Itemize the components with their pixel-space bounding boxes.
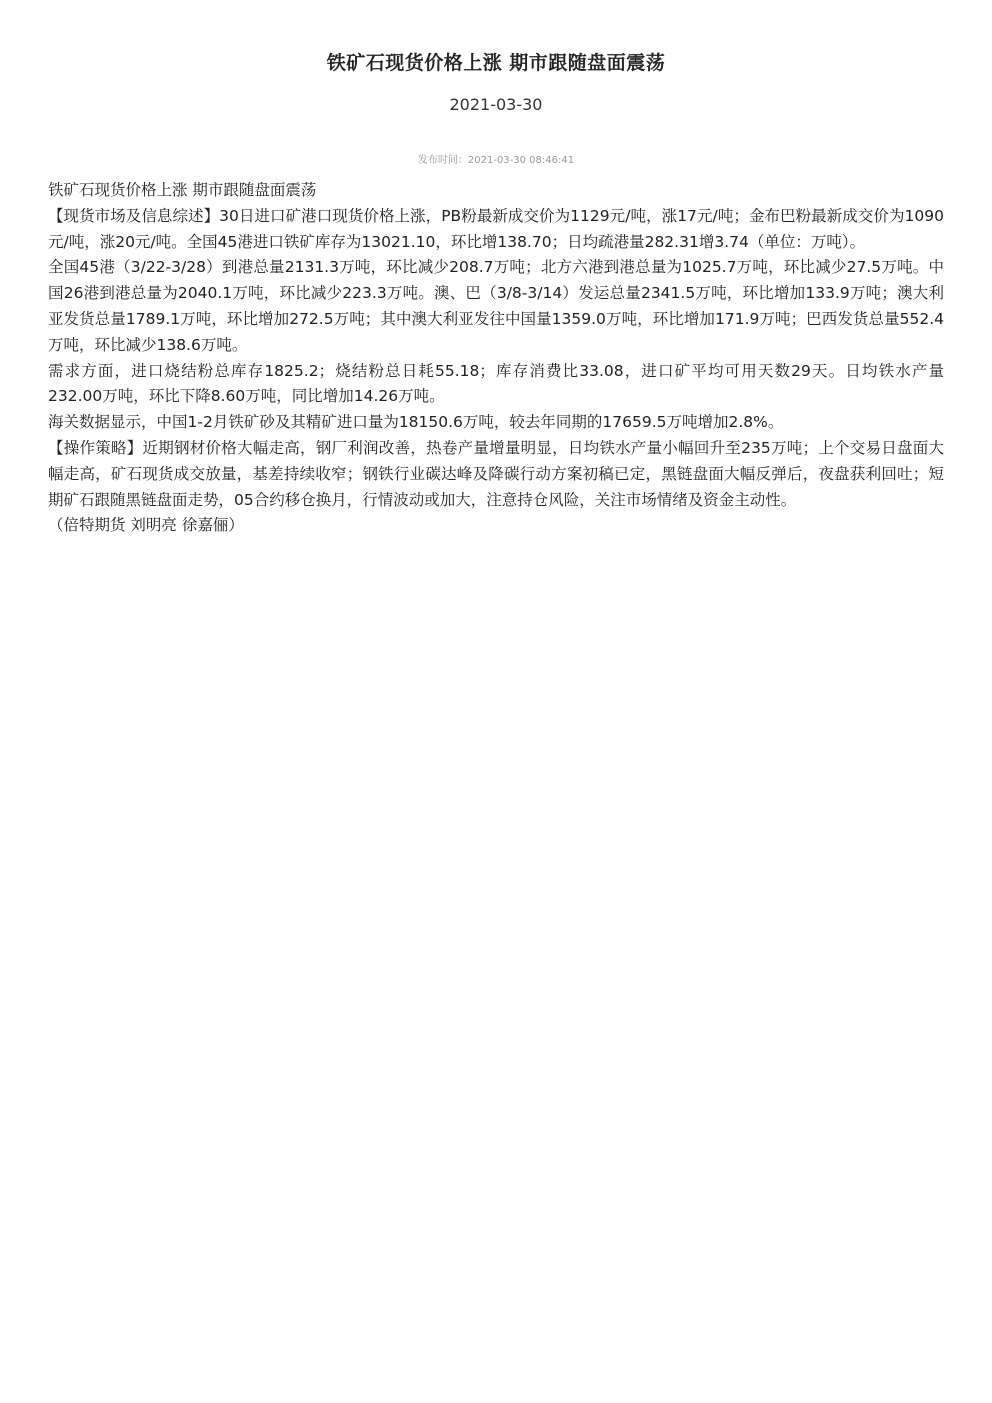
article-body: [48, 178, 944, 539]
paragraph-customs: 海关数据显示，中国1-2月铁矿砂及其精矿进口量为18150.6万吨，较去年同期的17659.5万吨增加2.8%。: [48, 413, 784, 432]
paragraph-headline: 铁矿石现货价格上涨 期市跟随盘面震荡: [48, 181, 317, 199]
publish-time: 发布时间：2021-03-30 08:46:41: [417, 155, 575, 166]
article-date: 2021-03-30: [449, 95, 543, 114]
article-title: 铁矿石现货价格上涨 期市跟随盘面震荡: [326, 52, 666, 74]
paragraph-demand: 需求方面，进口烧结粉总库存1825.2；烧结粉总日耗55.18；库存消费比33.08，进口矿平均可用天数29天。日均铁水产量232.00万吨，环比下降8.60万吨，同比增加14.26万吨。: [48, 361, 944, 406]
paragraph-author: （倍特期货 刘明亮 徐嘉俪）: [48, 516, 244, 535]
paragraph-strategy: 【操作策略】近期钢材价格大幅走高，钢厂利润改善，热卷产量增量明显，日均铁水产量小幅回升至235万吨；上个交易日盘面大幅走高，矿石现货成交放量，基差持续收窄；钢铁行业碳达峰及降碳行动方案初稿已定，黑链盘面大幅反弹后，夜盘获利回吐；短期矿石跟随黑链盘面走势，05合约移仓换月，行情波动或加大，注意持仓风险，关注市场情绪及资金主动性。: [48, 438, 944, 509]
paragraph-port-arrivals: 全国45港（3/22-3/28）到港总量2131.3万吨，环比减少208.7万吨；北方六港到港总量为1025.7万吨，环比减少27.5万吨。中国26港到港总量为2040.1万吨，环比减少223.3万吨。澳、巴（3/8-3/14）发运总量2341.5万吨，环比增加133.9万吨；澳大利亚发货总量1789.1万吨，环比增加272.5万吨；其中澳大利亚发往中国量1359.0万吨，环比增加171.9万吨；巴西发货总量552.4万吨，环比减少138.6万吨。: [48, 258, 944, 354]
paragraph-market-summary: 【现货市场及信息综述】30日进口矿港口现货价格上涨，PB粉最新成交价为1129元/吨，涨17元/吨；金布巴粉最新成交价为1090元/吨，涨20元/吨。全国45港进口铁矿库存为13021.10，环比增138.70；日均疏港量282.31增3.74（单位：万吨）。: [48, 206, 944, 251]
